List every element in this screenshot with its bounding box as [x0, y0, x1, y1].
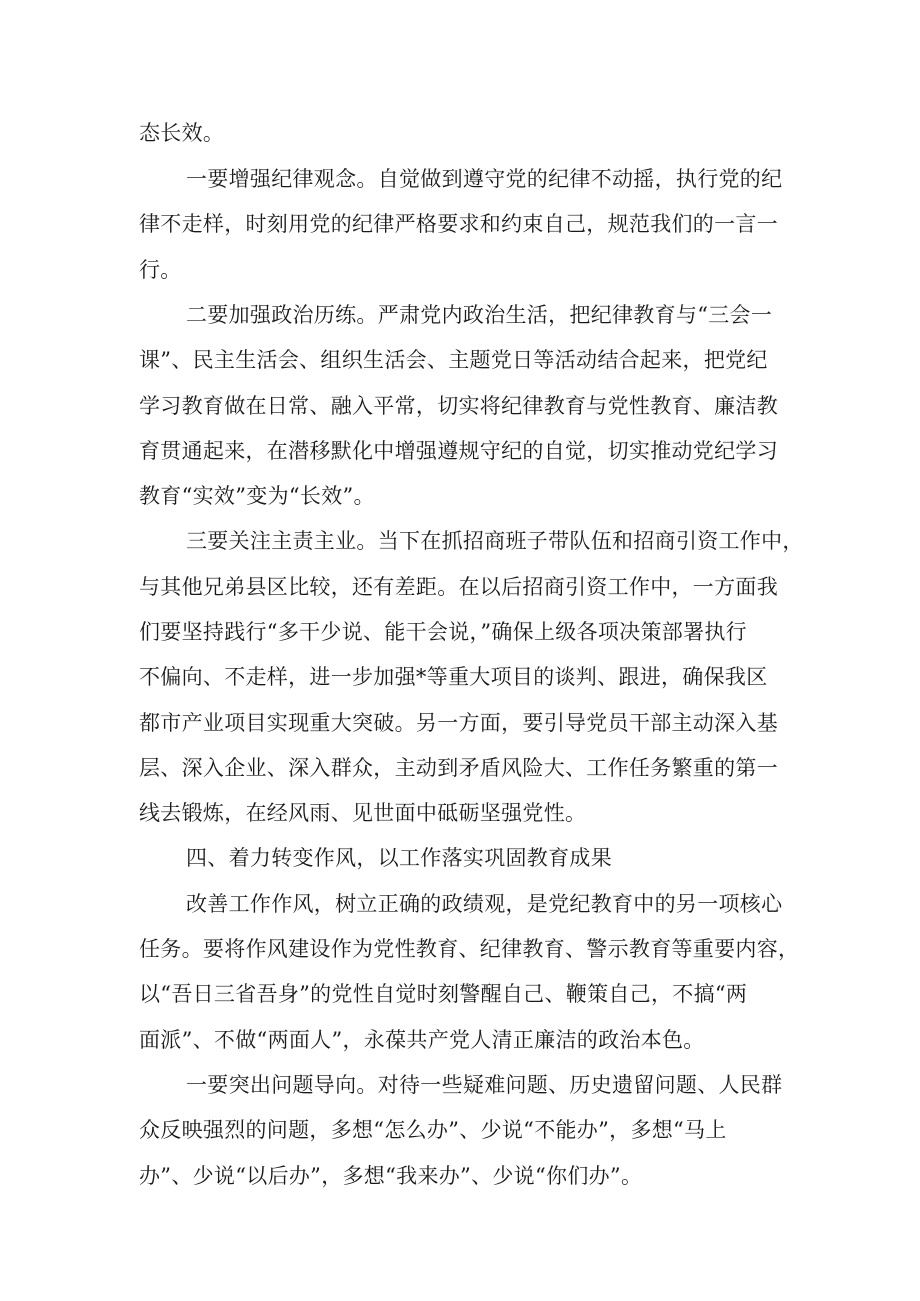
paragraph-first-line: 三要关注主责主业。当下在抓招商班子带队伍和招商引资工作中， — [186, 529, 804, 553]
text-line: 育贯通起来，在潜移默化中增强遵规守纪的自觉，切实推动党纪学习 — [139, 439, 778, 463]
text-line: 都市产业项目实现重大突破。另一方面，要引导党员干部主动深入基 — [139, 711, 778, 735]
section-heading: 四、着力转变作风，以工作落实巩固教育成果 — [186, 846, 612, 870]
paragraph-first-line: 一要增强纪律观念。自觉做到遵守党的纪律不动摇，执行党的纪 — [186, 167, 783, 191]
text-line: 态长效。 — [139, 121, 225, 145]
text-line: 与其他兄弟县区比较，还有差距。在以后招商引资工作中，一方面我 — [139, 575, 778, 599]
text-line: 行。 — [139, 258, 182, 282]
text-line: 律不走样，时刻用党的纪律严格要求和约束自己，规范我们的一言一 — [139, 212, 778, 236]
text-line: 不偏向、不走样，进一步加强*等重大项目的谈判、跟进，确保我区 — [139, 665, 768, 689]
text-line: 课”、民主生活会、组织生活会、主题党日等活动结合起来，把党纪 — [139, 348, 768, 372]
text-line: 以“吾日三省吾身”的党性自觉时刻警醒自己、鞭策自己，不搞“两 — [139, 982, 748, 1006]
text-line: 线去锻炼，在经风雨、见世面中砥砺坚强党性。 — [139, 801, 587, 825]
text-line: 办”、少说“以后办”，多想“我来办”、少说“你们办”。 — [139, 1164, 643, 1188]
text-line: 教育“实效”变为“长效”。 — [139, 484, 375, 508]
text-line: 学习教育做在日常、融入平常，切实将纪律教育与党性教育、廉洁教 — [139, 394, 778, 418]
paragraph-first-line: 二要加强政治历练。严肃党内政治生活，把纪律教育与“三会一 — [186, 303, 773, 327]
text-line: 层、深入企业、深入群众，主动到矛盾风险大、工作任务繁重的第一 — [139, 756, 778, 780]
paragraph-first-line: 一要突出问题导向。对待一些疑难问题、历史遗留问题、人民群 — [186, 1073, 783, 1097]
text-line: 众反映强烈的问题，多想“怎么办”、少说“不能办”，多想“马上 — [139, 1118, 727, 1142]
text-line: 面派”、不做“两面人”，永葆共产党人清正廉洁的政治本色。 — [139, 1028, 705, 1052]
paragraph-first-line: 改善工作作风，树立正确的政绩观，是党纪教育中的另一项核心 — [186, 892, 783, 916]
text-line: 们要坚持践行“多干少说、能干会说，”确保上级各项决策部署执行 — [139, 620, 747, 644]
text-line: 任务。要将作风建设作为党性教育、纪律教育、警示教育等重要内容， — [139, 937, 800, 961]
